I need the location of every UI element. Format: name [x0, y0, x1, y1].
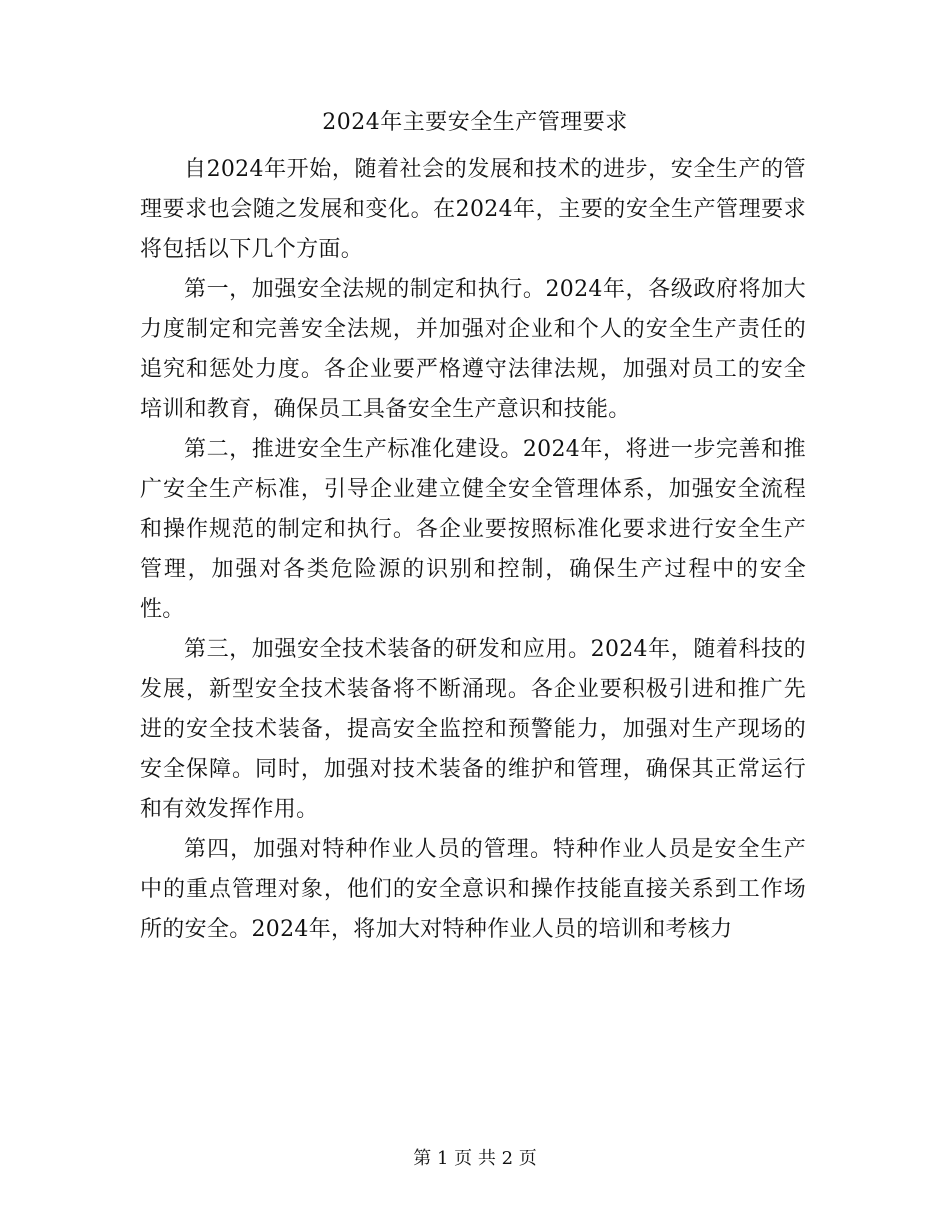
paragraph-third: 第三，加强安全技术装备的研发和应用。2024年，随着科技的发展，新型安全技术装备将不断涌现。各企业要积极引进和推广先进的安全技术装备，提高安全监控和预警能力，加强对生产现场的安全保障。同时，加强对技术装备的维护和管理，确保其正常运行和有效发挥作用。: [140, 637, 806, 822]
page-number-footer: 第 1 页 共 2 页: [413, 1148, 537, 1169]
document-title: 2024年主要安全生产管理要求: [322, 110, 628, 135]
document-body: [140, 150, 806, 950]
paragraph-second: 第二，推进安全生产标准化建设。2024年，将进一步完善和推广安全生产标准，引导企业建立健全安全管理体系，加强安全流程和操作规范的制定和执行。各企业要按照标准化要求进行安全生产管理，加强对各类危险源的识别和控制，确保生产过程中的安全性。: [140, 437, 806, 622]
paragraph-first: 第一，加强安全法规的制定和执行。2024年，各级政府将加大力度制定和完善安全法规，并加强对企业和个人的安全生产责任的追究和惩处力度。各企业要严格遵守法律法规，加强对员工的安全培训和教育，确保员工具备安全生产意识和技能。: [140, 277, 806, 422]
paragraph-intro: 自2024年开始，随着社会的发展和技术的进步，安全生产的管理要求也会随之发展和变化。在2024年，主要的安全生产管理要求将包括以下几个方面。: [140, 157, 806, 262]
paragraph-fourth: 第四，加强对特种作业人员的管理。特种作业人员是安全生产中的重点管理对象，他们的安全意识和操作技能直接关系到工作场所的安全。2024年，将加大对特种作业人员的培训和考核力: [140, 837, 806, 942]
